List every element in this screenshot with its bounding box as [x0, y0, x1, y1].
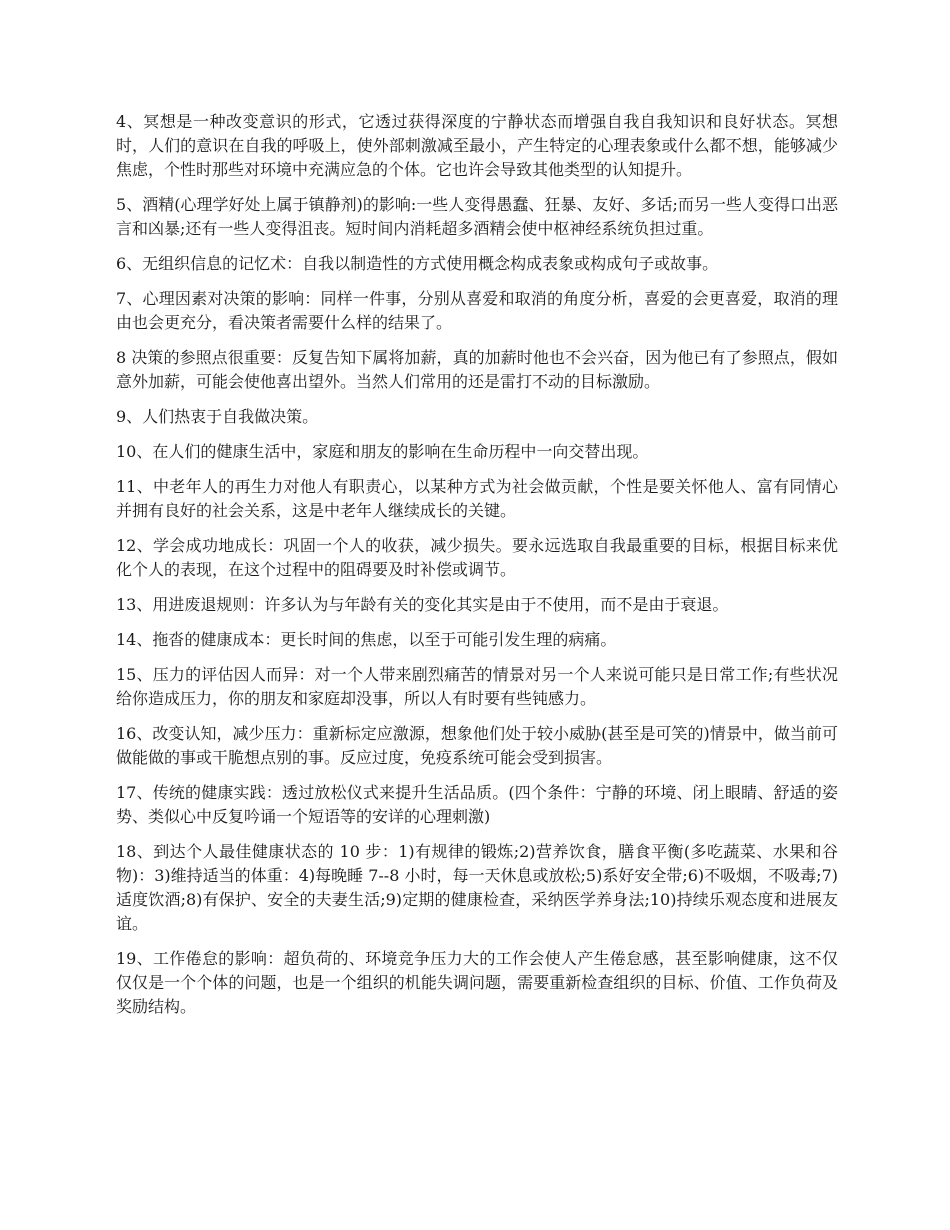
paragraph-10: 10、在人们的健康生活中，家庭和朋友的影响在生命历程中一向交替出现。: [116, 442, 649, 461]
paragraph-18: 18、到达个人最佳健康状态的 10 步：1)有规律的锻炼;2)营养饮食，膳食平衡(多吃蔬菜、水果和谷物)：3)维持适当的体重：4)每晚睡 7--8 小时，每一天休息或放松;5)系好安全带;6)不吸烟，不吸毒;7)适度饮酒;8)有保护、安全的夫妻生活;9)定期的健康检查，采纳医学养身法;10)持续乐观态度和进展友谊。: [116, 842, 838, 933]
paragraph-7: 7、心理因素对决策的影响：同样一件事，分别从喜爱和取消的角度分析，喜爱的会更喜爱，取消的理由也会更充分，看决策者需要什么样的结果了。: [116, 289, 838, 332]
paragraph-11: 11、中老年人的再生力对他人有职责心，以某种方式为社会做贡献，个性是要关怀他人、富有同情心并拥有良好的社会关系，这是中老年人继续成长的关键。: [116, 477, 838, 520]
paragraph-16: 16、改变认知，减少压力：重新标定应激源，想象他们处于较小威胁(甚至是可笑的)情景中，做当前可做能做的事或干脆想点别的事。反应过度，免疫系统可能会受到损害。: [116, 724, 838, 767]
paragraph-9: 9、人们热衷于自我做决策。: [116, 407, 319, 426]
paragraph-14: 14、拖沓的健康成本：更长时间的焦虑，以至于可能引发生理的病痛。: [116, 630, 617, 649]
paragraph-19: 19、工作倦怠的影响：超负荷的、环境竞争压力大的工作会使人产生倦怠感，甚至影响健康，这不仅仅仅是一个个体的问题，也是一个组织的机能失调问题，需要重新检查组织的目标、价值、工作负荷及奖励结构。: [116, 949, 838, 1016]
paragraph-15: 15、压力的评估因人而异：对一个人带来剧烈痛苦的情景对另一个人来说可能只是日常工作;有些状况给你造成压力，你的朋友和家庭却没事，所以人有时要有些钝感力。: [116, 665, 838, 708]
paragraph-4: 4、冥想是一种改变意识的形式，它透过获得深度的宁静状态而增强自我自我知识和良好状态。冥想时，人们的意识在自我的呼吸上，使外部刺激减至最小，产生特定的心理表象或什么都不想，能够减少焦虑，个性时那些对环境中充满应急的个体。它也许会导致其他类型的认知提升。: [116, 112, 838, 179]
paragraph-17: 17、传统的健康实践：透过放松仪式来提升生活品质。(四个条件：宁静的环境、闭上眼睛、舒适的姿势、类似心中反复吟诵一个短语等的安详的心理刺激): [116, 783, 838, 826]
paragraph-8: 8 决策的参照点很重要：反复告知下属将加薪，真的加薪时他也不会兴奋，因为他已有了参照点，假如意外加薪，可能会使他喜出望外。当然人们常用的还是雷打不动的目标激励。: [116, 348, 838, 391]
paragraph-5: 5、酒精(心理学好处上属于镇静剂)的影响:一些人变得愚蠢、狂暴、友好、多话;而另一些人变得口出恶言和凶暴;还有一些人变得沮丧。短时间内消耗超多酒精会使中枢神经系统负担过重。: [116, 195, 838, 238]
paragraph-6: 6、无组织信息的记忆术：自我以制造性的方式使用概念构成表象或构成句子或故事。: [116, 254, 719, 273]
document-body: [116, 110, 838, 1030]
paragraph-13: 13、用进废退规则：许多认为与年龄有关的变化其实是由于不使用，而不是由于衰退。: [116, 595, 729, 614]
paragraph-12: 12、学会成功地成长：巩固一个人的收获，减少损失。要永远选取自我最重要的目标，根据目标来优化个人的表现，在这个过程中的阻碍要及时补偿或调节。: [116, 536, 838, 579]
